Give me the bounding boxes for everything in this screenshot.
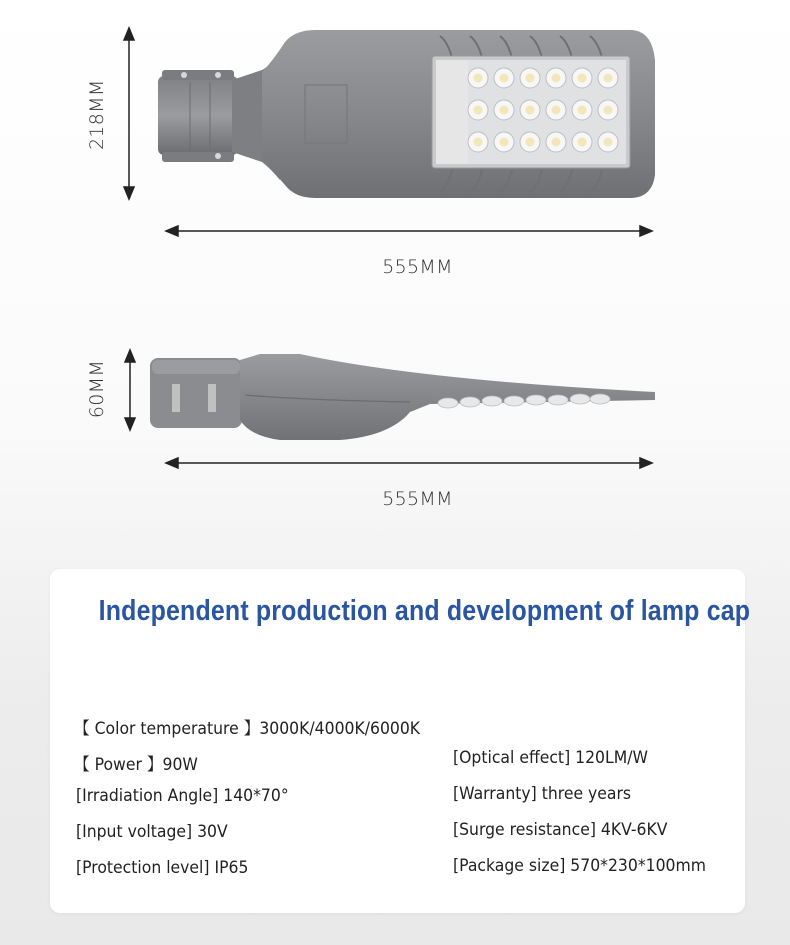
side-width-label: 555MM xyxy=(382,488,453,510)
lamp-side-view xyxy=(0,340,790,460)
led-chip xyxy=(474,74,483,83)
led-chip xyxy=(526,74,535,83)
width-arrow-side xyxy=(0,452,790,476)
led-chip xyxy=(552,106,561,115)
spec-warranty: [Warranty] three years xyxy=(453,784,632,804)
spec-package-size: [Package size] 570*230*100mm xyxy=(453,856,706,876)
top-height-label: 218MM xyxy=(86,79,108,150)
spec-color-temperature: 【 Color temperature 】3000K/4000K/6000K xyxy=(74,719,421,739)
spec-protection-level: [Protection level] IP65 xyxy=(76,858,249,878)
width-arrow-top xyxy=(0,220,790,244)
spec-input-voltage: [Input voltage] 30V xyxy=(76,822,228,842)
led-chip xyxy=(526,106,535,115)
led-chip xyxy=(500,106,509,115)
spec-optical-effect: [Optical effect] 120LM/W xyxy=(453,748,648,768)
lamp-top-view xyxy=(0,0,790,290)
led-chip xyxy=(500,74,509,83)
led-chip xyxy=(578,74,587,83)
spec-card xyxy=(50,569,751,913)
led-chip xyxy=(578,106,587,115)
led-chip xyxy=(474,138,483,147)
led-chip xyxy=(604,106,613,115)
top-width-label: 555MM xyxy=(382,256,453,278)
led-chip xyxy=(604,74,613,83)
led-chip xyxy=(526,138,535,147)
led-chip xyxy=(552,138,561,147)
led-chip xyxy=(500,138,509,147)
spec-irradiation-angle: [Irradiation Angle] 140*70° xyxy=(76,786,289,806)
led-chip xyxy=(604,138,613,147)
led-chip xyxy=(552,74,561,83)
spec-surge-resistance: [Surge resistance] 4KV-6KV xyxy=(453,820,668,840)
height-arrow-top xyxy=(124,28,134,199)
led-chip xyxy=(578,138,587,147)
spec-power: 【 Power 】90W xyxy=(74,755,198,775)
card-heading: Independent production and development of lamp cap xyxy=(98,595,751,627)
led-chip xyxy=(474,106,483,115)
side-height-label: 60MM xyxy=(86,359,108,419)
